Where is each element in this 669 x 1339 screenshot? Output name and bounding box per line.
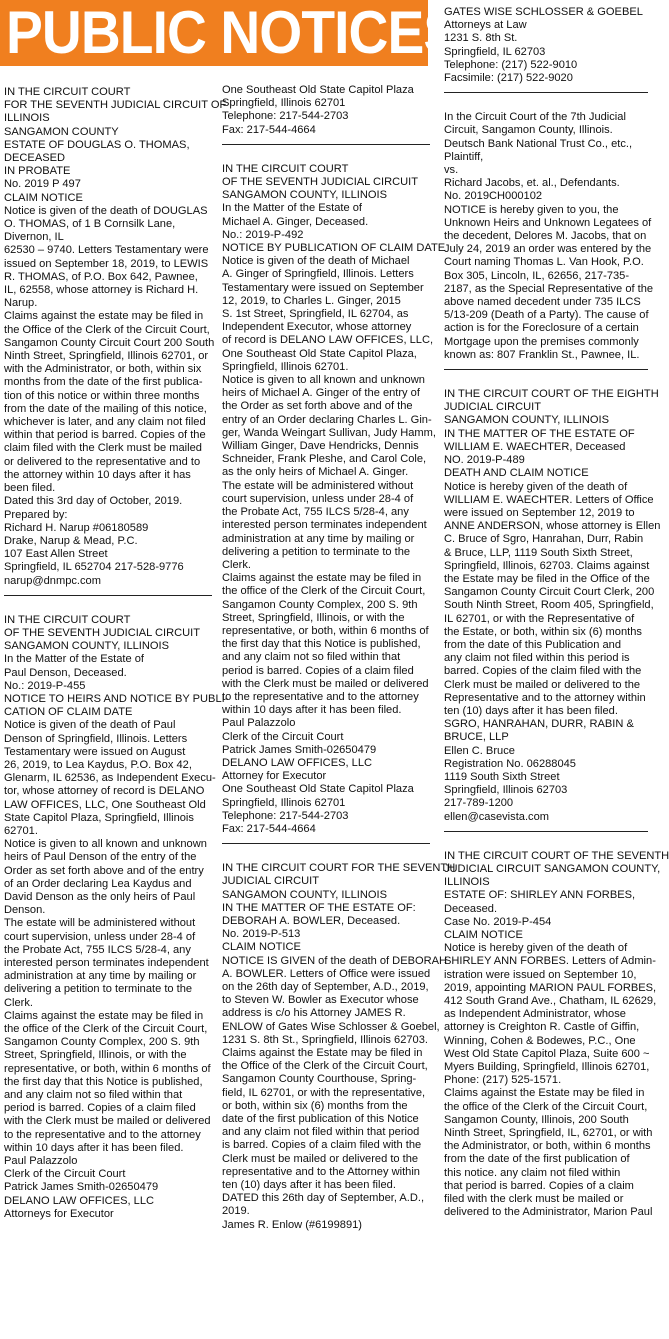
- notice-line: Sangamon County Courthouse, Spring-: [222, 1073, 417, 1086]
- notice-line: DATED this 26th day of September, A.D.,: [222, 1192, 425, 1205]
- notice-line: within 10 days after it has been filed.: [222, 704, 402, 717]
- notice-line: heirs of Paul Denson of the entry of the: [4, 851, 197, 864]
- notice-line: filed with the clerk must be mailed or: [444, 1193, 624, 1206]
- notice-line: Springfield, Illinois 62701: [222, 796, 346, 809]
- notice-line: WILLIAM E. WAECHTER. Letters of Office: [444, 493, 654, 506]
- notice-block: [222, 862, 456, 1232]
- notice-line: Springfield, Illinois, 62703. Claims against: [444, 559, 650, 572]
- notice-line: WILLIAM E. WAECHTER, Deceased: [444, 440, 626, 453]
- notice-line: DELANO LAW OFFICES, LLC: [222, 756, 373, 769]
- notice-line: Clerk of the Circuit Court: [222, 730, 344, 743]
- notice-block: [444, 111, 654, 362]
- notice-line: Attorneys at Law: [444, 19, 527, 32]
- notice-line: the Order as set forth above and of the: [222, 400, 413, 413]
- notice-line: C. Bruce of Sgro, Hanrahan, Durr, Rabin: [444, 533, 644, 546]
- notice-line: tor, whose attorney of record is DELANO: [4, 785, 205, 798]
- notice-line: SANGAMON COUNTY, ILLINOIS: [222, 189, 388, 202]
- notice-line: any claim not filed within this period is: [444, 652, 630, 665]
- notice-line: the decedent, Delores M. Jacobs, that on: [444, 230, 647, 243]
- notice-line: DELANO LAW OFFICES, LLC: [4, 1194, 155, 1207]
- notice-line: The estate will be administered without: [222, 479, 414, 492]
- notice-line: ANNE ANDERSON, whose attorney is Ellen: [444, 520, 661, 533]
- notice-line: A. Ginger of Springfield, Illinois. Letters: [222, 268, 414, 281]
- notice-line: Paul Denson, Deceased.: [4, 666, 127, 679]
- notice-line: A. BOWLER. Letters of Office were issued: [222, 967, 431, 980]
- notice-line: OF THE SEVENTH JUDICIAL CIRCUIT: [222, 176, 419, 189]
- notice-line: IN THE CIRCUIT COURT OF THE SEVENTH: [444, 849, 669, 862]
- notice-line: representative and to the Attorney within: [222, 1165, 420, 1178]
- notice-line: Michael A. Ginger, Deceased.: [222, 215, 369, 228]
- notice-line: 62530 – 9740. Letters Testamentary were: [4, 244, 209, 257]
- notice-line: IN THE CIRCUIT COURT: [222, 162, 349, 175]
- notice-line: 412 South Grand Ave., Chatham, IL 62629,: [444, 995, 657, 1008]
- notice-line: Paul Palazzolo: [222, 717, 296, 730]
- notice-line: NOTICE IS GIVEN of the death of DEBORAH: [222, 954, 448, 967]
- notice-line: address is c/o his Attorney JAMES R.: [222, 1007, 406, 1020]
- notice-line: Springfield, IL 652704 217-528-9776: [4, 561, 184, 574]
- notice-line: delivering a petition to terminate to the: [4, 983, 193, 996]
- notice-line: the office of the Clerk of the Circuit Court,: [4, 1023, 208, 1036]
- notice-line: ten (10) days after it has been filed.: [444, 704, 618, 717]
- notice-line: In the Matter of the Estate of: [4, 653, 144, 666]
- notice-line: Patrick James Smith-02650479: [222, 743, 377, 756]
- notice-line: 1231 S. 8th St.: [444, 32, 518, 45]
- notice-line: 62701.: [4, 824, 38, 837]
- notice-line: Facsimile: (217) 522-9020: [444, 72, 573, 85]
- notice-line: court supervision, unless under 28-4 of: [222, 492, 414, 505]
- notice-line: Notice is given of the death of Paul: [4, 719, 176, 732]
- notice-line: representative, or both, within 6 months of: [4, 1062, 211, 1075]
- notice-line: ger, Wanda Weingart Sullivan, Judy Hamm,: [222, 426, 436, 439]
- notice-line: of record is DELANO LAW OFFICES, LLC,: [222, 334, 434, 347]
- notice-line: Independent Executor, whose attorney: [222, 321, 412, 334]
- notice-line: FOR THE SEVENTH JUDICIAL CIRCUIT OF: [4, 99, 227, 112]
- notice-line: interested person terminates independent: [222, 519, 427, 532]
- notice-line: Case No. 2019-P-454: [444, 915, 552, 928]
- notice-line: 1119 South Sixth Street: [444, 770, 560, 783]
- notice-line: NOTICE BY PUBLICATION OF CLAIM DATE: [222, 242, 446, 255]
- notice-line: were issued on September 12, 2019 to: [444, 506, 635, 519]
- notice-line: IN THE MATTER OF THE ESTATE OF:: [222, 901, 416, 914]
- notice-line: 1231 S. 8th St., Springfield, Illinois 62703.: [222, 1033, 428, 1046]
- notice-line: DEBORAH A. BOWLER, Deceased.: [222, 914, 401, 927]
- notice-line: attorney is Creighton R. Castle of Giffin,: [444, 1021, 640, 1034]
- notice-block: [4, 86, 227, 588]
- notice-line: CLAIM NOTICE: [4, 191, 83, 204]
- notice-line: Fax: 217-544-4664: [222, 123, 316, 136]
- notice-line: Schneider, Frank Pleshe, and Carol Cole,: [222, 453, 427, 466]
- notice-line: SANGAMON COUNTY, ILLINOIS: [444, 414, 610, 427]
- notice-line: Claims against the estate may be filed in: [4, 1009, 204, 1022]
- notice-line: the Administrator, or both, within 6 months: [444, 1140, 651, 1153]
- notice-line: West Old State Capitol Plaza, Suite 600 ~: [444, 1047, 650, 1060]
- public-notices-banner: [0, 0, 460, 66]
- notice-line: Sangamon County Complex, 200 S. 9th: [4, 1036, 200, 1049]
- notice-line: the first day that this Notice is published,: [4, 1075, 203, 1088]
- notice-line: 5/13-209 (Death of a Party). The cause of: [444, 309, 649, 322]
- notice-line: Testamentary were issued on September: [222, 281, 424, 294]
- notice-line: the attorney within 10 days after it has: [4, 468, 191, 481]
- notice-line: Divernon, IL: [4, 231, 64, 244]
- notice-line: to Steven W. Bowler as Executor whose: [222, 994, 419, 1007]
- notice-line: and any claim not so filed within that: [4, 1089, 183, 1102]
- notice-line: IN THE CIRCUIT COURT FOR THE SEVENTH: [222, 862, 456, 875]
- notice-line: representative, or both, within 6 months of: [222, 624, 429, 637]
- notice-line: SHIRLEY ANN FORBES. Letters of Admin-: [444, 955, 656, 968]
- notice-divider: [222, 843, 430, 844]
- notice-line: Sangamon County Circuit Court Clerk, 200: [444, 586, 655, 599]
- notice-line: Narup.: [4, 297, 38, 310]
- notice-line: court supervision, unless under 28-4 of: [4, 930, 196, 943]
- notice-line: 107 East Allen Street: [4, 548, 108, 561]
- notice-line: DEATH AND CLAIM NOTICE: [444, 467, 589, 480]
- notice-line: as Independent Administrator, whose: [444, 1008, 626, 1021]
- notice-line: field, IL 62701, or with the representative,: [222, 1086, 426, 1099]
- page-title: PUBLIC NOTICES: [6, 0, 460, 66]
- notice-line: NOTICE TO HEIRS AND NOTICE BY PUBLI-: [4, 692, 229, 705]
- notice-divider: [444, 369, 648, 370]
- notice-line: 2019, appointing MARION PAUL FORBES,: [444, 981, 657, 994]
- notice-line: action is for the Foreclosure of a certain: [444, 322, 639, 335]
- notice-line: Winning, Cohen & Bodewes, P.C., One: [444, 1034, 636, 1047]
- notice-line: date of the first publication of this Notice: [222, 1113, 419, 1126]
- notice-line: Claims against the Estate may be filed in: [444, 1087, 645, 1100]
- notice-line: CLAIM NOTICE: [444, 929, 523, 941]
- notice-line: administration at any time by mailing or: [222, 532, 415, 545]
- column-3: [444, 6, 669, 1219]
- notice-line: Notice is given to all known and unknown: [4, 838, 207, 851]
- notice-line: GATES WISE SCHLOSSER & GOEBEL: [444, 6, 643, 18]
- notice-line: SANGAMON COUNTY, ILLINOIS: [4, 640, 170, 653]
- notice-line: or both, within six (6) months from the: [222, 1099, 408, 1112]
- notice-line: Ninth Street, Springfield, Illinois 62701, or: [4, 350, 209, 363]
- notice-divider: [222, 144, 430, 145]
- notice-line: Fax: 217-544-4664: [222, 822, 316, 835]
- notice-line: Phone: (217) 525-1571.: [444, 1074, 562, 1087]
- notice-line: Deutsch Bank National Trust Co., etc.,: [444, 137, 633, 150]
- notice-line: Unknown Heirs and Unknown Legatees of: [444, 216, 652, 229]
- notice-line: ILLINOIS: [4, 112, 50, 125]
- notice-line: ESTATE OF DOUGLAS O. THOMAS,: [4, 138, 190, 151]
- notice-line: No. 2019-P-513: [222, 928, 301, 941]
- notice-line: Notice is given to all known and unknown: [222, 374, 425, 387]
- notice-line: 2187, as the Special Representative of the: [444, 282, 654, 295]
- notice-line: The estate will be administered without: [4, 917, 196, 930]
- notice-line: from the date of the mailing of this notice,: [4, 402, 207, 415]
- notice-line: this notice. any claim not filed within: [444, 1166, 621, 1179]
- notice-line: Registration No. 06288045: [444, 757, 576, 770]
- notice-line: within 10 days after it has been filed.: [4, 1141, 184, 1154]
- notice-line: ellen@casevista.com: [444, 810, 549, 823]
- notice-line: Ninth Street, Springfield, IL, 62701, or with: [444, 1127, 653, 1140]
- notice-line: Clerk of the Circuit Court: [4, 1168, 126, 1181]
- notice-line: administration at any time by mailing or: [4, 970, 197, 983]
- notice-line: SANGAMON COUNTY: [4, 125, 119, 138]
- notice-line: to the representative and to the attorney: [222, 690, 419, 703]
- notice-line: JUDICIAL CIRCUIT: [444, 401, 541, 414]
- notice-line: tion of this notice or within three months: [4, 389, 200, 402]
- notice-line: interested person terminates independent: [4, 957, 209, 969]
- notice-line: the Office of the Clerk of the Circuit Court,: [222, 1060, 428, 1073]
- notice-line: Order as set forth above and of the entry: [4, 864, 204, 877]
- notice-line: Sangamon County, Illinois, 200 South: [444, 1113, 629, 1126]
- notice-line: NO. 2019-P-489: [444, 454, 525, 467]
- notice-line: Myers Building, Springfield, Illinois 62701,: [444, 1061, 650, 1074]
- notice-line: South Ninth Street, Room 405, Springfield,: [444, 599, 654, 612]
- notice-line: known as: 807 Franklin St., Pawnee, IL.: [444, 348, 640, 361]
- notice-line: LAW OFFICES, LLC, One Southeast Old: [4, 798, 206, 811]
- notice-line: JUDICIAL CIRCUIT: [222, 875, 319, 888]
- notice-line: period is barred. Copies of a claim filed: [4, 1102, 196, 1115]
- notice-line: months from the date of the first publica-: [4, 376, 203, 389]
- notice-line: Notice is given of the death of Michael: [222, 255, 410, 268]
- notice-line: and any claim not filed within that period: [222, 1126, 420, 1139]
- notice-block: [444, 6, 648, 85]
- notice-line: ILLINOIS: [444, 876, 490, 889]
- notice-line: Telephone: 217-544-2703: [222, 110, 349, 123]
- notice-line: BRUCE, LLP: [444, 731, 509, 744]
- notice-line: above named decedent under 735 ILCS: [444, 296, 641, 309]
- notice-line: JUDICIAL CIRCUIT SANGAMON COUNTY,: [444, 862, 661, 875]
- notice-line: 217-789-1200: [444, 797, 514, 810]
- notice-line: Drake, Narup & Mead, P.C.: [4, 534, 138, 547]
- notice-line: SANGAMON COUNTY, ILLINOIS: [222, 888, 388, 901]
- notice-line: O. THOMAS, of 1 B Cornsilk Lane,: [4, 218, 176, 231]
- notice-line: Springfield, Illinois 62701: [222, 97, 346, 110]
- notice-line: CATION OF CLAIM DATE: [4, 706, 133, 719]
- notice-line: the office of the Clerk of the Circuit Court,: [444, 1100, 648, 1113]
- notice-line: Prepared by:: [4, 508, 68, 521]
- notice-line: Telephone: (217) 522-9010: [444, 58, 578, 71]
- notice-block: [444, 849, 669, 1220]
- notice-line: barred. Copies of the claim filed with the: [444, 665, 642, 678]
- notice-line: David Denson as the only heirs of Paul: [4, 890, 196, 903]
- notice-line: Ellen C. Bruce: [444, 744, 515, 757]
- notice-block: [222, 162, 446, 836]
- notice-line: James R. Enlow (#6199891): [222, 1218, 362, 1231]
- notice-line: the Estate, or both, within six (6) months: [444, 625, 642, 638]
- notice-line: William Ginger, Dave Hendricks, Dennis: [222, 440, 419, 453]
- column-1: [4, 86, 229, 1221]
- notice-line: Springfield, Illinois 62701.: [222, 360, 349, 373]
- notice-line: Dated this 3rd day of October, 2019.: [4, 495, 183, 508]
- notice-line: Notice is hereby given of the death of: [444, 480, 628, 493]
- notice-line: 12, 2019, to Charles L. Ginger, 2015: [222, 294, 401, 307]
- notice-line: with the Clerk must be mailed or delivered: [222, 677, 429, 690]
- notice-line: IL, 62558, whose attorney is Richard H.: [4, 284, 199, 297]
- notice-line: that period is barred. Copies of a claim: [444, 1179, 634, 1192]
- notice-line: Notice is given of the death of DOUGLAS: [4, 204, 208, 217]
- notice-line: 2019.: [222, 1205, 250, 1218]
- notice-line: of an Order declaring Lea Kaydus and: [4, 877, 192, 890]
- notice-line: IL 62701, or with the Representative of: [444, 612, 635, 625]
- notice-block: [222, 84, 430, 137]
- notice-line: Richard Jacobs, et. al., Defendants.: [444, 177, 620, 190]
- notice-line: No.: 2019-P-492: [222, 228, 304, 241]
- notice-line: Patrick James Smith-02650479: [4, 1181, 159, 1194]
- notice-line: Claims against the estate may be filed in: [4, 310, 204, 323]
- notice-line: the office of the Clerk of the Circuit Court,: [222, 585, 426, 598]
- notice-line: S. 1st Street, Springfield, IL 62704, as: [222, 308, 409, 321]
- notice-line: is barred. Copies of a claim filed with the: [222, 1139, 422, 1152]
- notice-line: Glenarm, IL 62536, as Independent Execu-: [4, 772, 216, 785]
- notice-line: DECEASED: [4, 152, 66, 165]
- notice-line: Court naming Thomas L. Van Hook, P.O.: [444, 256, 644, 269]
- notice-line: whichever is later, and any claim not filed: [4, 416, 206, 429]
- notice-line: In the Matter of the Estate of: [222, 202, 362, 215]
- notice-line: R. THOMAS, of P.O. Box 642, Pawnee,: [4, 270, 198, 283]
- notice-line: Clerk.: [4, 996, 33, 1009]
- notice-line: No. 2019 P 497: [4, 178, 81, 191]
- notice-line: Street, Springfield, Illinois, or with the: [222, 611, 405, 624]
- notice-line: from the date of the first publication of: [444, 1153, 630, 1166]
- notice-line: Notice is hereby given of the death of: [444, 942, 628, 955]
- notice-line: Circuit, Sangamon County, Illinois.: [444, 124, 613, 137]
- notice-line: ESTATE OF: SHIRLEY ANN FORBES,: [444, 889, 636, 902]
- notice-line: IN THE CIRCUIT COURT: [4, 86, 131, 98]
- notice-line: with the Clerk must be mailed or delivered: [4, 1115, 211, 1128]
- notice-line: Paul Palazzolo: [4, 1155, 78, 1168]
- notice-line: SGRO, HANRAHAN, DURR, RABIN &: [444, 718, 634, 731]
- notice-line: Claims against the estate may be filed in: [222, 572, 422, 585]
- notice-line: No. 2019CH000102: [444, 190, 543, 203]
- notice-block: [444, 388, 661, 824]
- notice-line: the first day that this Notice is published,: [222, 638, 421, 651]
- notice-line: entry of an Order declaring Charles L. Gin-: [222, 413, 432, 426]
- notice-line: 26, 2019, to Lea Kaydus, P.O. Box 42,: [4, 758, 192, 771]
- notice-divider: [444, 92, 648, 93]
- notice-line: ENLOW of Gates Wise Schlosser & Goebel,: [222, 1020, 440, 1033]
- notice-line: Richard H. Narup #06180589: [4, 521, 149, 534]
- notice-line: In the Circuit Court of the 7th Judicial: [444, 111, 626, 124]
- notice-line: One Southeast Old State Capitol Plaza: [222, 84, 414, 96]
- notice-line: Street, Springfield, Illinois, or with the: [4, 1049, 187, 1062]
- notice-line: State Capitol Plaza, Springfield, Illinois: [4, 811, 194, 824]
- notice-line: Clerk must be mailed or delivered to the: [444, 678, 641, 691]
- notice-line: to the representative and to the attorney: [4, 1128, 201, 1141]
- notice-line: Box 305, Lincoln, IL, 62656, 217-735-: [444, 269, 630, 282]
- notice-line: Mortgage upon the premises commonly: [444, 335, 639, 348]
- notice-divider: [444, 831, 648, 832]
- notice-line: NOTICE is hereby given to you, the: [444, 203, 619, 216]
- notice-line: Claims against the Estate may be filed in: [222, 1047, 423, 1060]
- notice-divider: [4, 595, 212, 596]
- notice-line: Clerk.: [222, 558, 251, 571]
- notice-line: within that period is barred. Copies of the: [4, 429, 206, 442]
- notice-line: delivered to the Administrator, Marion Paul: [444, 1206, 653, 1219]
- notice-line: & Bruce, LLP, 1119 South Sixth Street,: [444, 546, 633, 559]
- notice-line: Testamentary were issued on August: [4, 745, 186, 758]
- notice-line: delivering a petition to terminate to the: [222, 545, 411, 558]
- notice-line: with the Administrator, or both, within six: [4, 363, 202, 376]
- notice-line: claim filed with the Clerk must be mailed: [4, 442, 202, 455]
- notice-line: Representative and to the attorney within: [444, 691, 646, 704]
- notice-line: ten (10) days after it has been filed.: [222, 1179, 396, 1192]
- notice-line: CLAIM NOTICE: [222, 941, 301, 954]
- notice-line: IN THE CIRCUIT COURT: [4, 613, 131, 626]
- notice-line: the Probate Act, 755 ILCS 5/28-4, any: [222, 506, 409, 519]
- notice-line: Plaintiff,: [444, 150, 484, 163]
- notice-line: Attorneys for Executor: [4, 1207, 114, 1220]
- notice-line: or delivered to the representative and to: [4, 455, 201, 468]
- notice-line: vs.: [444, 164, 459, 177]
- notice-line: been filed.: [4, 482, 56, 495]
- notice-line: Sangamon County Circuit Court 200 South: [4, 336, 215, 349]
- notice-line: from the date of this Publication and: [444, 638, 621, 651]
- notice-line: Attorney for Executor: [222, 770, 327, 783]
- notice-line: Sangamon County Complex, 200 S. 9th: [222, 598, 418, 611]
- notice-line: istration were issued on September 10,: [444, 968, 637, 981]
- notice-line: Denson of Springfield, Illinois. Letters: [4, 732, 188, 745]
- notice-line: July 24, 2019 an order was entered by the: [444, 243, 652, 256]
- notice-line: heirs of Michael A. Ginger of the entry of: [222, 387, 420, 400]
- notice-line: One Southeast Old State Capitol Plaza,: [222, 347, 417, 360]
- notice-line: IN THE CIRCUIT COURT OF THE EIGHTH: [444, 388, 659, 401]
- notice-line: Denson.: [4, 904, 46, 917]
- notice-line: Clerk must be mailed or delivered to the: [222, 1152, 419, 1165]
- notice-line: and any claim not so filed within that: [222, 651, 401, 664]
- notice-line: as the only heirs of Michael A. Ginger.: [222, 466, 409, 479]
- notice-line: OF THE SEVENTH JUDICIAL CIRCUIT: [4, 626, 201, 639]
- notice-line: Springfield, IL 62703: [444, 45, 546, 58]
- notice-block: [4, 613, 229, 1221]
- notice-line: No.: 2019-P-455: [4, 679, 86, 692]
- notice-line: IN THE MATTER OF THE ESTATE OF: [444, 427, 635, 440]
- notice-line: issued on September 18, 2019, to LEWIS: [4, 257, 209, 270]
- notice-line: narup@dnmpc.com: [4, 574, 101, 587]
- notice-line: the Office of the Clerk of the Circuit Court,: [4, 323, 210, 336]
- notice-line: IN PROBATE: [4, 165, 71, 178]
- notice-line: on the 26th day of September, A.D., 2019,: [222, 981, 429, 993]
- notice-line: Telephone: 217-544-2703: [222, 809, 349, 822]
- notice-line: the Probate Act, 755 ILCS 5/28-4, any: [4, 943, 191, 956]
- notice-line: Springfield, Illinois 62703: [444, 784, 568, 797]
- notice-line: period is barred. Copies of a claim filed: [222, 664, 414, 677]
- notice-line: Deceased.: [444, 902, 498, 915]
- notice-line: the Estate may be filed in the Office of the: [444, 572, 650, 585]
- notice-line: One Southeast Old State Capitol Plaza: [222, 783, 414, 796]
